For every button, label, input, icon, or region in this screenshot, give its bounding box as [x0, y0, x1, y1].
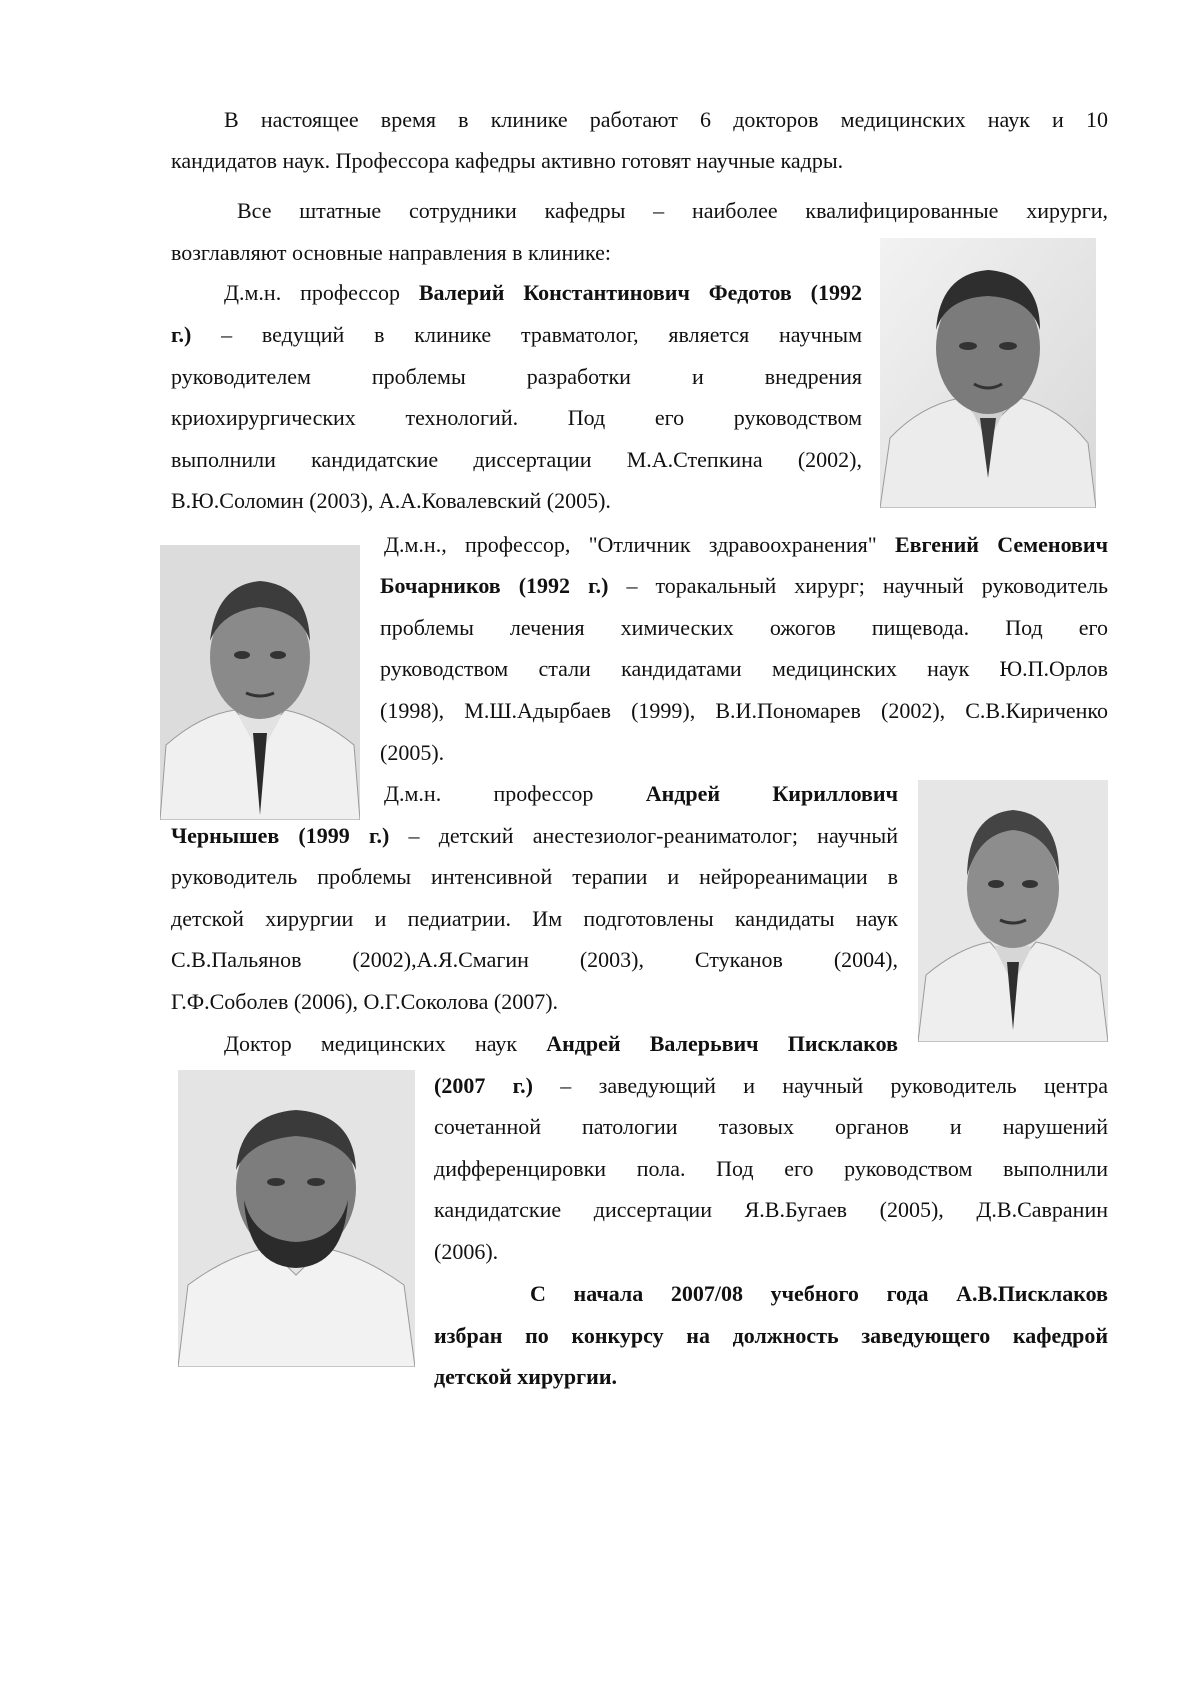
bochar-line-3: проблемы лечения химических ожогов пищевода. Под его — [380, 615, 1108, 640]
portrait-photo-chernyshev — [918, 780, 1108, 1042]
chern-line-1: Д.м.н. профессор Андрей Кириллович — [384, 781, 898, 806]
portrait-photo-pisklakov — [178, 1070, 415, 1367]
pisk-bold-line-3: детской хирургии. — [434, 1364, 617, 1389]
pisk-line-6: (2006). — [434, 1239, 499, 1264]
intro-line-1: В настоящее время в клинике работают 6 докторов медицинских наук и 10 — [224, 107, 1108, 132]
intro-line-2: кандидатов наук. Профессора кафедры активно готовят научные кадры. — [171, 148, 844, 173]
chern-line-5: С.В.Пальянов (2002),А.Я.Смагин (2003), Стуканов (2004), — [171, 947, 898, 972]
fedotov-line-3: руководителем проблемы разработки и внедрения — [171, 364, 862, 389]
intro-line-3: Все штатные сотрудники кафедры – наиболее квалифицированные хирурги, — [237, 198, 1108, 223]
chern-line-4: детской хирургии и педиатрии. Им подготовлены кандидаты наук — [171, 906, 898, 931]
fedotov-line-6: В.Ю.Соломин (2003), А.А.Ковалевский (2005). — [171, 488, 611, 513]
pisk-line-1: Доктор медицинских наук Андрей Валерьвич Писклаков — [224, 1031, 898, 1056]
portrait-photo-bocharnikov — [160, 545, 360, 820]
bochar-line-5: (1998), М.Ш.Адырбаев (1999), В.И.Пономарев (2002), С.В.Кириченко — [380, 698, 1108, 723]
bochar-line-6: (2005). — [380, 740, 445, 765]
pisk-line-3: сочетанной патологии тазовых органов и нарушений — [434, 1114, 1108, 1139]
chern-line-2: Чернышев (1999 г.) – детский анестезиолог-реаниматолог; научный — [171, 823, 898, 848]
portrait-photo-fedotov — [880, 238, 1096, 508]
pisk-bold-line-2: избран по конкурсу на должность заведующего кафедрой — [434, 1323, 1108, 1348]
pisk-line-2: (2007 г.) – заведующий и научный руководитель центра — [434, 1073, 1108, 1098]
intro-line-4: возглавляют основные направления в клинике: — [171, 240, 612, 265]
chern-line-6: Г.Ф.Соболев (2006), О.Г.Соколова (2007). — [171, 989, 559, 1014]
fedotov-line-4: криохирургических технологий. Под его руководством — [171, 405, 862, 430]
bochar-line-4: руководством стали кандидатами медицинских наук Ю.П.Орлов — [380, 656, 1108, 681]
bochar-line-2: Бочарников (1992 г.) – торакальный хирург; научный руководитель — [380, 573, 1108, 598]
fedotov-line-5: выполнили кандидатские диссертации М.А.Степкина (2002), — [171, 447, 862, 472]
chern-line-3: руководитель проблемы интенсивной терапии и нейрореанимации в — [171, 864, 898, 889]
fedotov-line-1: Д.м.н. профессор Валерий Константинович Федотов (1992 — [224, 280, 862, 305]
fedotov-line-2: г.) – ведущий в клинике травматолог, является научным — [171, 322, 862, 347]
pisk-bold-line-1: С начала 2007/08 учебного года А.В.Писклаков — [530, 1281, 1108, 1306]
pisk-line-5: кандидатские диссертации Я.В.Бугаев (2005), Д.В.Савранин — [434, 1197, 1108, 1222]
bochar-line-1: Д.м.н., профессор, "Отличник здравоохранения" Евгений Семенович — [384, 532, 1108, 557]
pisk-line-4: дифференцировки пола. Под его руководством выполнили — [434, 1156, 1108, 1181]
